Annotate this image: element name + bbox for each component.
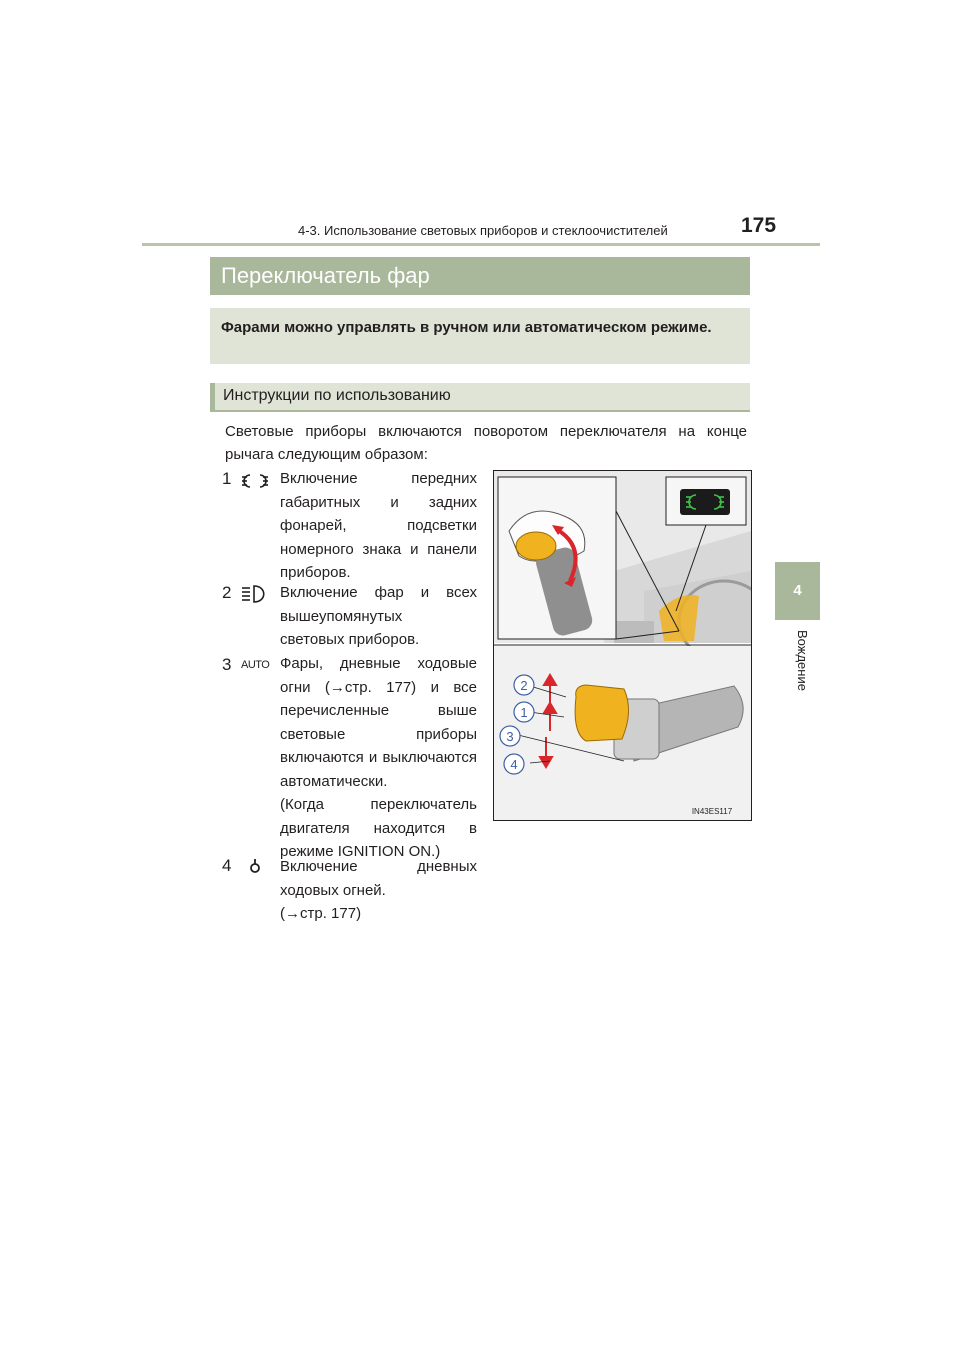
item-4-line: (→стр. 177) xyxy=(280,905,362,922)
callout-1: 1 xyxy=(520,705,528,720)
item-1-line: габаритных и задних xyxy=(280,493,477,511)
item-3-line: (Когда переключатель xyxy=(280,796,477,813)
item-3-line: двигателя находится в xyxy=(280,819,477,837)
item-3-line: световые приборы xyxy=(280,725,477,743)
item-3-line: Фары, дневные ходовые xyxy=(280,655,477,672)
item-2-line: вышеупомянутых xyxy=(280,607,403,625)
auto-icon: AUTO xyxy=(241,659,270,671)
callout-2: 2 xyxy=(520,678,528,693)
item-1-line: номерного знака и панели xyxy=(280,540,477,558)
item-4-line: ходовых огней. xyxy=(280,881,386,899)
body-paragraph: Световые приборы включаются поворотом переключателя на конце рычага следующим образом: xyxy=(225,423,747,463)
item-1-line: Включение передних xyxy=(280,470,477,487)
page-title: Переключатель фар xyxy=(221,263,430,288)
item-number-2: 2 xyxy=(222,583,232,602)
item-text-3 xyxy=(280,652,477,864)
item-2-line: световых приборов. xyxy=(280,631,420,648)
callout-3: 3 xyxy=(506,729,514,744)
item-1-line: фонарей, подсветки xyxy=(280,517,477,534)
subsection-accent xyxy=(210,383,215,412)
headlight-switch-illustration xyxy=(493,470,752,821)
header-divider xyxy=(142,243,820,246)
chapter-label: Вождение xyxy=(795,630,810,691)
item-3-line: автоматически. xyxy=(280,772,388,790)
item-4-line: Включение дневных xyxy=(280,858,477,875)
subsection-title: Инструкции по использованию xyxy=(223,387,451,404)
item-number-3: 3 xyxy=(222,655,232,674)
item-3-line: огни (→стр. 177) и все xyxy=(280,678,477,696)
running-header: 4-3. Использование световых приборов и стеклоочистителей xyxy=(298,223,668,238)
item-3-line: перечисленные выше xyxy=(280,702,477,719)
figure-code: IN43ES117 xyxy=(691,807,733,816)
item-3-line: режиме IGNITION ON.) xyxy=(280,843,441,860)
chapter-tab: 4 xyxy=(775,562,820,620)
page-number: 175 xyxy=(741,214,777,237)
parking-lights-icon xyxy=(241,470,269,492)
item-text-1 xyxy=(280,467,477,585)
item-3-line: включаются и выключаются xyxy=(280,749,477,766)
item-text-2 xyxy=(280,581,477,652)
drl-off-icon xyxy=(247,858,275,880)
headlight-icon xyxy=(241,583,269,605)
item-text-4 xyxy=(280,855,477,926)
item-2-line: Включение фар и всех xyxy=(280,584,477,601)
item-number-1: 1 xyxy=(222,469,232,488)
item-number-4: 4 xyxy=(222,856,232,875)
intro-text: Фарами можно управлять в ручном или автоматическом режиме. xyxy=(221,319,712,336)
item-1-line: приборов. xyxy=(280,564,351,581)
callout-4: 4 xyxy=(510,757,518,772)
